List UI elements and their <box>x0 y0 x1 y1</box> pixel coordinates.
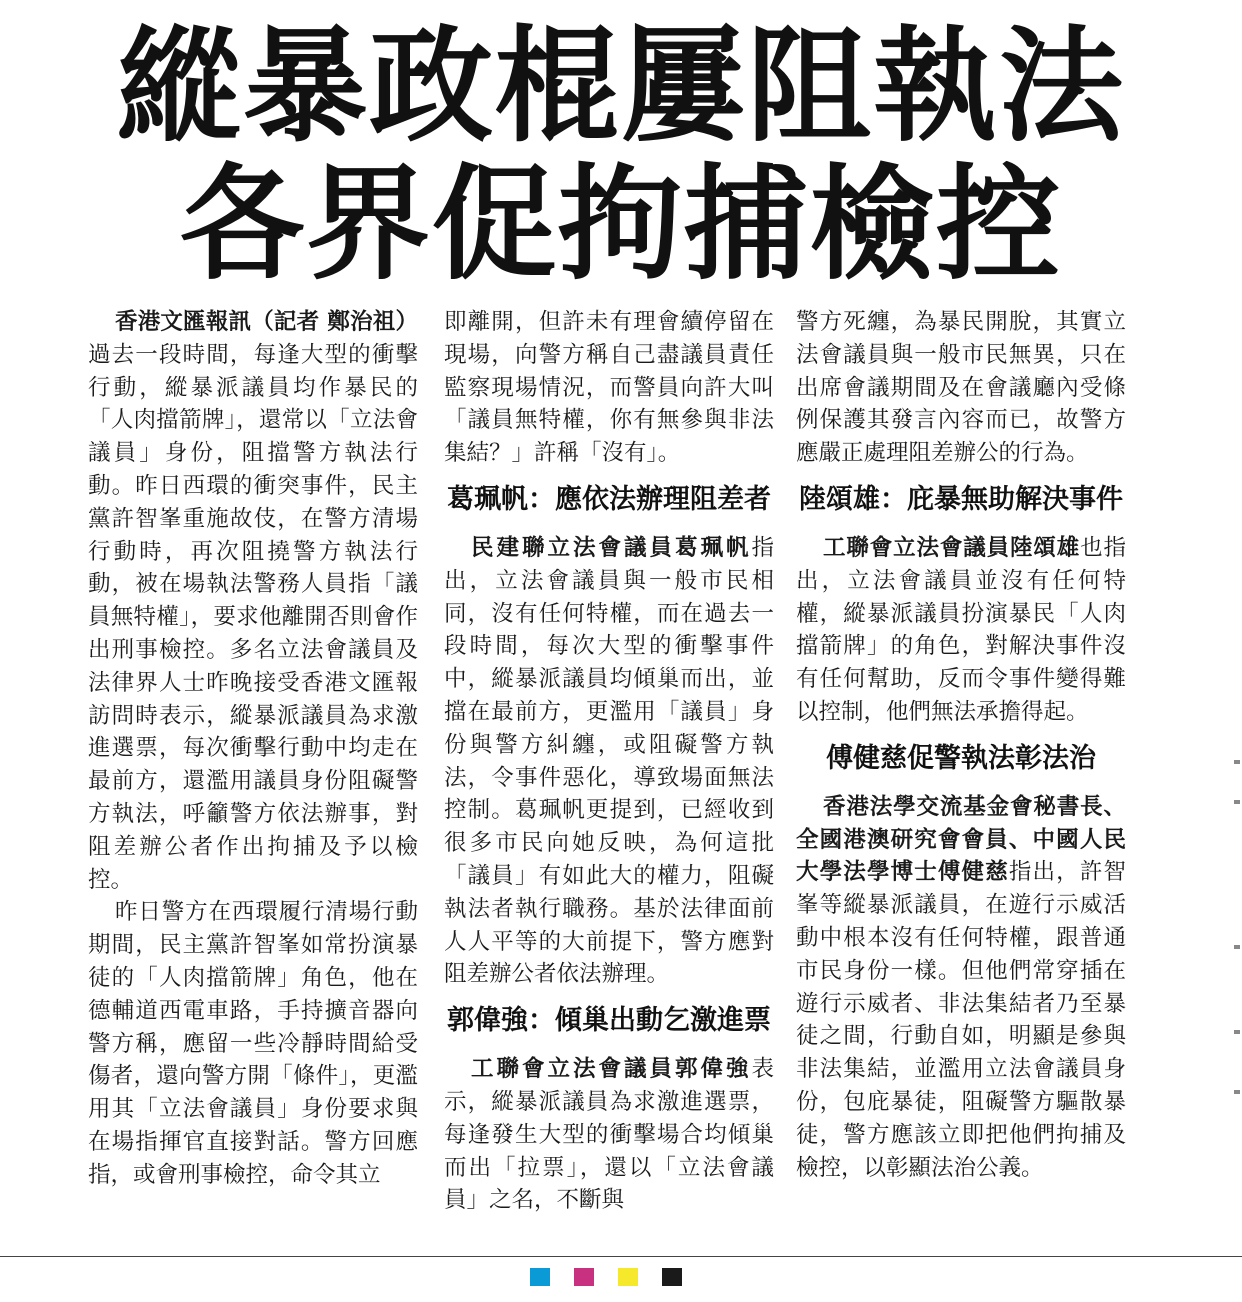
paragraph-lead <box>88 306 418 896</box>
speaker-name: 工聯會立法會議員郭偉強 <box>471 1056 752 1083</box>
subheading-luk-chung-hung: 陸頌雄：庇暴無助解決事件 <box>799 483 1123 515</box>
paragraph-ko-pui-fan <box>444 532 774 991</box>
edge-mark <box>1234 1030 1240 1034</box>
paragraph-2: 昨日警方在西環履行清場行動期間，民主黨許智峯如常扮演暴徒的「人肉擋箭牌」角色，他在德輔道西電車路，手持擴音器向警方稱，應留一些冷靜時間給受傷者，還向警方開「條件」，更濫用其「立法會議員」身份要求與在場指揮官直接對話。警方回應指，或會刑事檢控，命令其立 <box>88 899 418 1188</box>
headline <box>0 14 1242 297</box>
paragraph-fu-kin-chi <box>796 791 1126 1185</box>
byline: 香港文匯報訊（記者 鄭治祖） <box>115 309 418 335</box>
paragraph-luk-chung-hung <box>796 532 1126 729</box>
paragraph-text: 指出，立法會議員與一般市民相同，沒有任何特權，而在過去一段時間，每次大型的衝擊事件中，縱暴派議員均傾巢而出，並擋在最前方，更濫用「議員」身份與警方糾纏，或阻礙警方執法，令事件惡化，導致場面無法控制。葛珮帆更提到，已經收到很多市民向她反映，為何這批「議員」有如此大的權力，阻礙執法者執行職務。基於法律面前人人平等的大前提下，警方應對阻差辦公者依法辦理。 <box>444 534 774 988</box>
cyan-swatch <box>530 1268 550 1286</box>
subheading-fu-kin-chi: 傅健慈促警執法彰法治 <box>826 742 1096 774</box>
magenta-swatch <box>574 1268 594 1286</box>
paragraph-text: 也指出，立法會議員並沒有任何特權，縱暴派議員扮演暴民「人肉擋箭牌」的角色，對解決事件沒有任何幫助，反而令事件變得難以控制，他們無法承擔得起。 <box>796 534 1126 725</box>
article-column-3 <box>796 306 1126 1184</box>
edge-mark <box>1234 760 1240 764</box>
headline-line-2: 各界促拘捕檢控 <box>179 152 1062 297</box>
edge-mark <box>1234 1090 1240 1094</box>
footer-rule <box>0 1256 1242 1257</box>
paragraph-continued: 即離開，但許未有理會續停留在現場，向警方稱自己盡議員責任監察現場情況，而警員向許大叫「議員無特權，你有無參與非法集結？」許稱「沒有」。 <box>444 309 774 467</box>
headline-line-1: 縱暴政棍屢阻執法 <box>116 14 1125 159</box>
subheading-ko-pui-fan: 葛珮帆：應依法辦理阻差者 <box>447 483 771 515</box>
color-registration-marks <box>530 1268 682 1286</box>
lead-text: 過去一段時間，每逢大型的衝擊行動，縱暴派議員均作暴民的「人肉擋箭牌」，還常以「立法會議員」身份，阻擋警方執法行動。昨日西環的衝突事件，民主黨許智峯重施故伎，在警方清場行動時，再次阻撓警方執法行動，被在場執法警務人員指「議員無特權」，要求他離開否則會作出刑事檢控。多名立法會議員及法律界人士昨晚接受香港文匯報訪問時表示，縱暴派議員為求激進選票，每次衝擊行動中均走在最前方，還濫用議員身份阻礙警方執法，呼籲警方依法辦事，對阻差辦公者作出拘捕及予以檢控。 <box>88 341 418 893</box>
paragraph-text: 指出，許智峯等縱暴派議員，在遊行示威活動中根本沒有任何特權，跟普通市民身份一樣。但他們常穿插在遊行示威者、非法集結者乃至暴徒之間，行動自如，明顯是參與非法集結，並濫用立法會議員身份，包庇暴徒，阻礙警方驅散暴徒，警方應該立即把他們拘捕及檢控，以彰顯法治公義。 <box>796 859 1126 1181</box>
paragraph-text: 表示，縱暴派議員為求激進選票，每逢發生大型的衝擊場合均傾巢而出「拉票」，還以「立法會議員」之名，不斷與 <box>444 1056 774 1214</box>
paragraph-kwok-wai-keung <box>444 1053 774 1217</box>
black-swatch <box>662 1268 682 1286</box>
subheading-kwok-wai-keung: 郭偉強：傾巢出動乞激進票 <box>447 1005 771 1037</box>
paragraph-continued: 警方死纏，為暴民開脫，其實立法會議員與一般市民無異，只在出席會議期間及在會議廳內受條例保護其發言內容而已，故警方應嚴正處理阻差辦公的行為。 <box>796 309 1126 467</box>
edge-mark <box>1234 945 1240 949</box>
article-column-2 <box>444 306 774 1217</box>
article-column-1 <box>88 306 418 1192</box>
yellow-swatch <box>618 1268 638 1286</box>
speaker-name: 香港法學交流基金會秘書長、全國港澳研究會會員、中國人民大學法學博士傅健慈 <box>796 793 1126 886</box>
speaker-name: 民建聯立法會議員葛珮帆 <box>471 534 752 561</box>
speaker-name: 工聯會立法會議員陸頌雄 <box>823 534 1081 561</box>
edge-mark <box>1234 800 1240 804</box>
